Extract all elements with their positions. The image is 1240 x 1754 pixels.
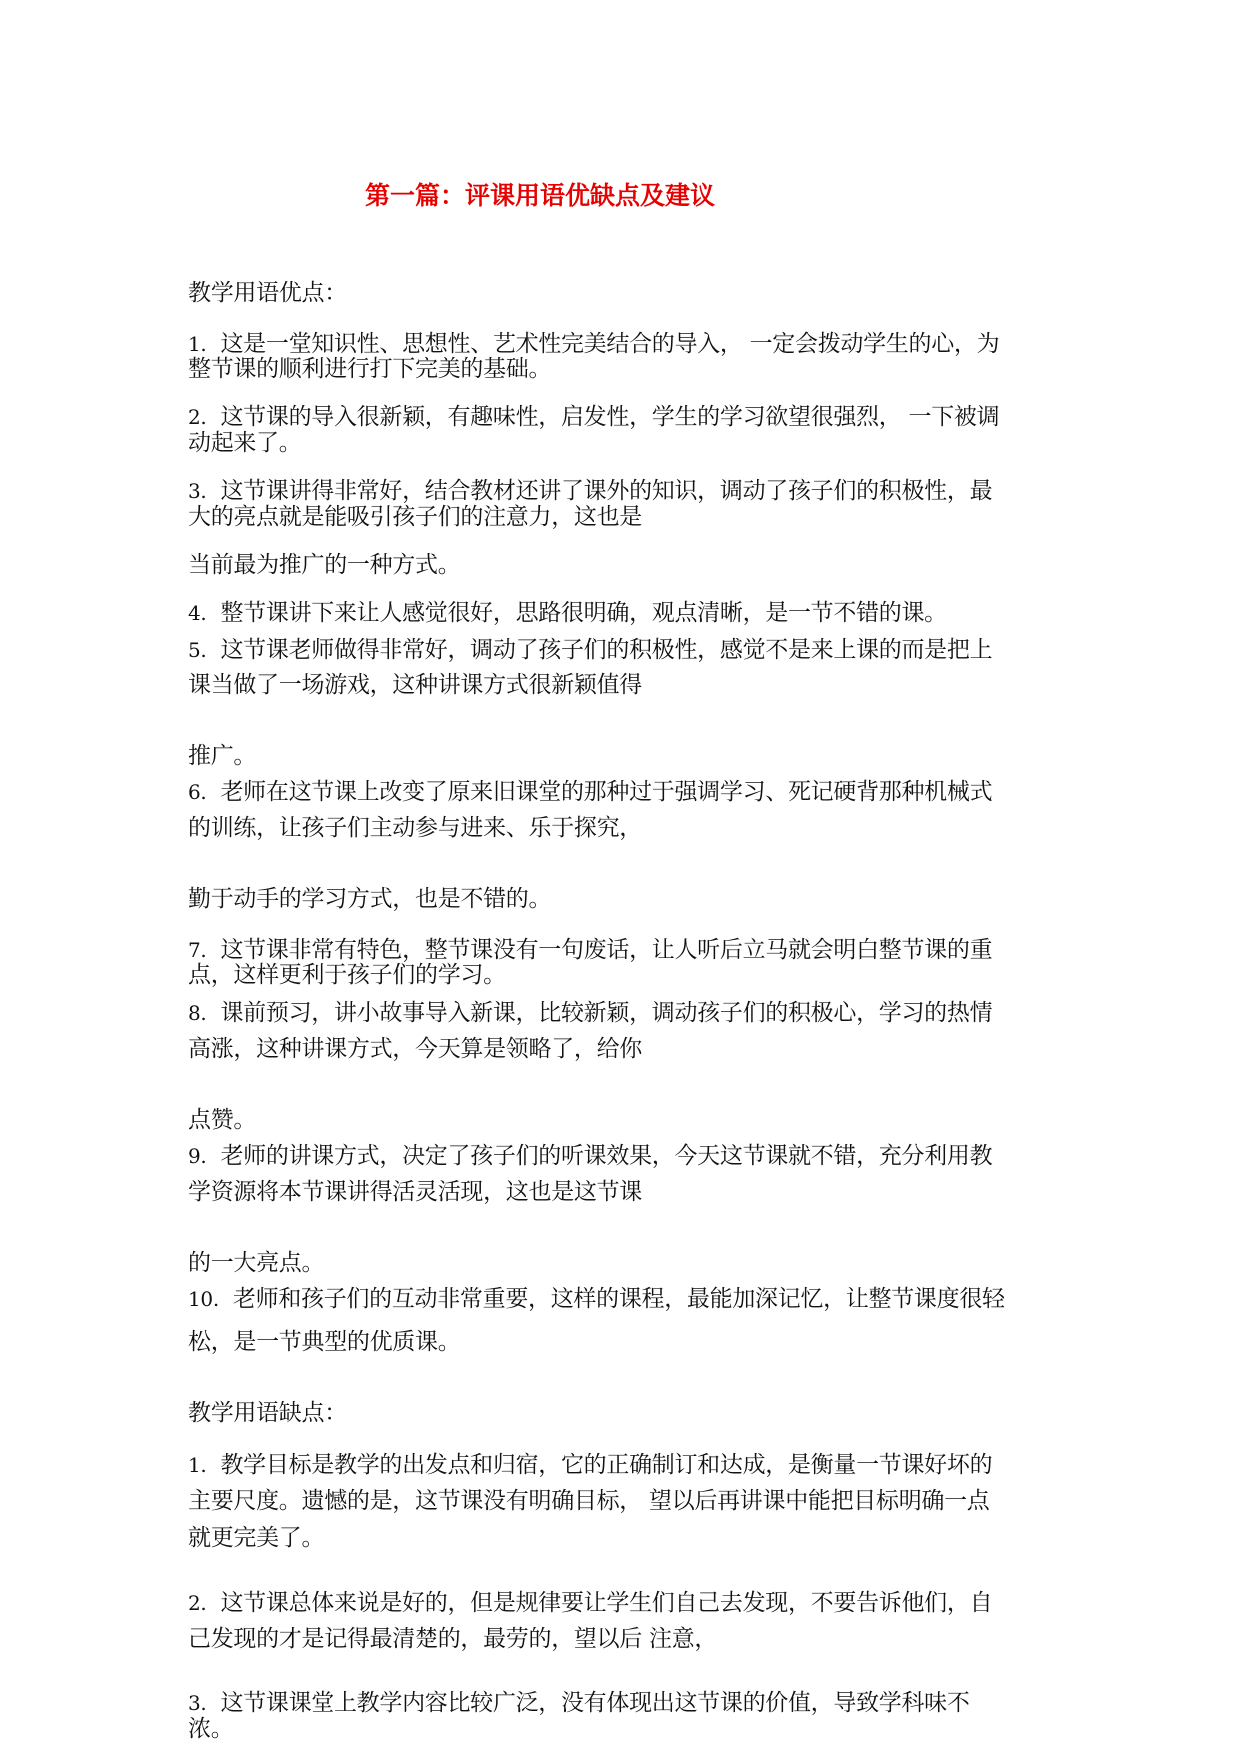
page-title: 第一篇：评课用语优缺点及建议 xyxy=(365,181,716,210)
item-number: 2. xyxy=(188,405,207,429)
adv-3-line-3: 当前最为推广的一种方式。 xyxy=(188,552,461,578)
adv-9-line-2: 学资源将本节课讲得活灵活现，这也是这节课 xyxy=(188,1179,643,1205)
dis-2-line-2: 己发现的才是记得最清楚的，最劳的，望以后 注意， xyxy=(188,1626,718,1652)
item-number: 7. xyxy=(188,938,207,962)
adv-6-line-1: 6. 老师在这节课上改变了原来旧课堂的那种过于强调学习、死记硬背那种机械式 xyxy=(188,779,993,805)
dis-1-line-3: 就更完美了。 xyxy=(188,1525,325,1551)
adv-5-line-3: 推广。 xyxy=(188,743,257,769)
dis-3-line-2: 浓。 xyxy=(188,1716,234,1742)
adv-6-line-2: 的训练，让孩子们主动参与进来、乐于探究， xyxy=(188,815,643,841)
item-number: 6. xyxy=(188,780,207,804)
adv-2-line-2: 动起来了。 xyxy=(188,430,302,456)
dis-1-line-1: 1. 教学目标是教学的出发点和归宿，它的正确制订和达成，是衡量一节课好坏的 xyxy=(188,1452,993,1478)
disadvantages-heading: 教学用语缺点： xyxy=(188,1400,347,1426)
adv-9-line-3: 的一大亮点。 xyxy=(188,1250,325,1276)
adv-5-line-1: 5. 这节课老师做得非常好，调动了孩子们的积极性，感觉不是来上课的而是把上 xyxy=(188,637,993,663)
adv-8-line-2: 高涨，这种讲课方式，今天算是领略了，给你 xyxy=(188,1036,643,1062)
adv-7-line-2: 点，这样更利于孩子们的学习。 xyxy=(188,962,506,988)
adv-1-line-2: 整节课的顺利进行打下完美的基础。 xyxy=(188,356,552,382)
item-number: 1. xyxy=(188,1453,207,1477)
item-number: 4. xyxy=(188,601,207,625)
adv-1-line-1: 1. 这是一堂知识性、思想性、艺术性完美结合的导入， 一定会拨动学生的心，为 xyxy=(188,331,1000,357)
advantages-heading: 教学用语优点： xyxy=(188,280,347,306)
item-number: 3. xyxy=(188,1691,207,1715)
adv-6-line-3: 勤于动手的学习方式，也是不错的。 xyxy=(188,886,552,912)
item-number: 2. xyxy=(188,1591,207,1615)
dis-3-line-1: 3. 这节课课堂上教学内容比较广泛，没有体现出这节课的价值，导致学科味不 xyxy=(188,1690,970,1716)
adv-9-line-1: 9. 老师的讲课方式，决定了孩子们的听课效果，今天这节课就不错，充分利用教 xyxy=(188,1143,993,1169)
adv-3-line-1: 3. 这节课讲得非常好，结合教材还讲了课外的知识，调动了孩子们的积极性，最 xyxy=(188,478,993,504)
adv-2-line-1: 2. 这节课的导入很新颖，有趣味性，启发性，学生的学习欲望很强烈， 一下被调 xyxy=(188,404,1000,430)
item-number: 3. xyxy=(188,479,207,503)
adv-7-line-1: 7. 这节课非常有特色，整节课没有一句废话，让人听后立马就会明白整节课的重 xyxy=(188,937,993,963)
adv-10-line-2: 松，是一节典型的优质课。 xyxy=(188,1329,461,1355)
adv-10-line-1: 10. 老师和孩子们的互动非常重要，这样的课程，最能加深记忆，让整节课度很轻 xyxy=(188,1286,1005,1312)
item-number: 1. xyxy=(188,332,207,356)
item-number: 8. xyxy=(188,1001,207,1025)
dis-2-line-1: 2. 这节课总体来说是好的，但是规律要让学生们自己去发现，不要告诉他们，自 xyxy=(188,1590,993,1616)
adv-8-line-1: 8. 课前预习，讲小故事导入新课，比较新颖，调动孩子们的积极心，学习的热情 xyxy=(188,1000,993,1026)
adv-4-line-1: 4. 整节课讲下来让人感觉很好，思路很明确，观点清晰，是一节不错的课。 xyxy=(188,600,947,626)
adv-3-line-2: 大的亮点就是能吸引孩子们的注意力，这也是 xyxy=(188,504,643,530)
adv-5-line-2: 课当做了一场游戏，这种讲课方式很新颖值得 xyxy=(188,672,643,698)
item-number: 10. xyxy=(188,1287,219,1311)
dis-1-line-2: 主要尺度。遗憾的是，这节课没有明确目标， 望以后再讲课中能把目标明确一点 xyxy=(188,1488,990,1514)
item-number: 9. xyxy=(188,1144,207,1168)
item-number: 5. xyxy=(188,638,207,662)
adv-8-line-3: 点赞。 xyxy=(188,1107,257,1133)
